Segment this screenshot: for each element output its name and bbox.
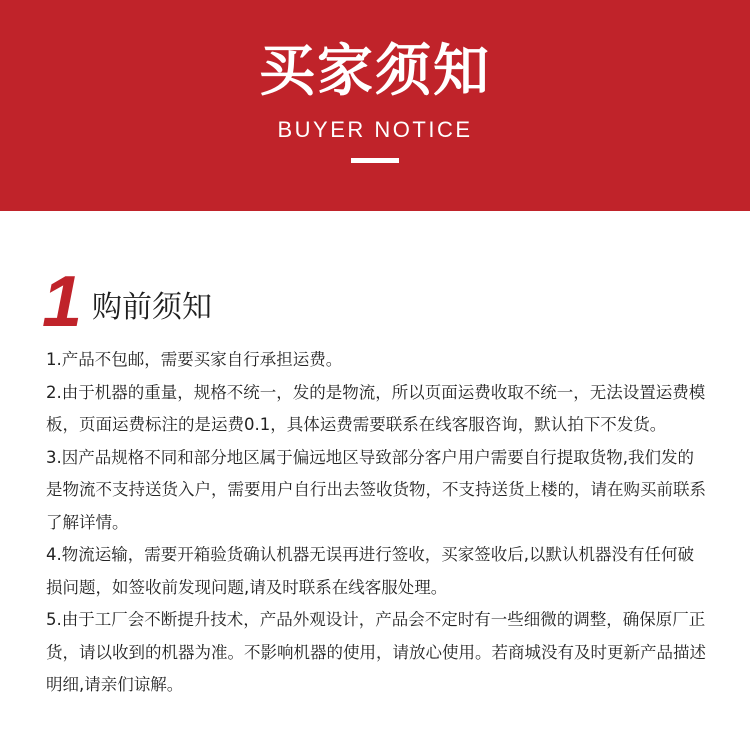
header-banner: [0, 0, 750, 211]
banner-title: 买家须知: [259, 39, 491, 104]
section-title: 购前须知: [92, 290, 212, 325]
notice-list: [46, 344, 706, 702]
notice-item-1: 1.产品不包邮，需要买家自行承担运费。: [46, 350, 343, 369]
notice-item-3: 3.因产品规格不同和部分地区属于偏远地区导致部分客户用户需要自行提取货物,我们发的是物流不支持送货入户，需要用户自行出去签收货物，不支持送货上楼的，请在购买前联系了解详情。: [46, 447, 706, 532]
section-number: 1: [42, 262, 83, 342]
notice-item-4: 4.物流运输，需要开箱验货确认机器无误再进行签收，买家签收后,以默认机器没有任何破损问题，如签收前发现问题,请及时联系在线客服处理。: [46, 545, 694, 597]
banner-divider: [351, 158, 399, 163]
notice-item-5: 5.由于工厂会不断提升技术，产品外观设计，产品会不定时有一些细微的调整，确保原厂正货，请以收到的机器为准。不影响机器的使用，请放心使用。若商城没有及时更新产品描述明细,请亲们谅解。: [46, 610, 706, 694]
notice-item-2: 2.由于机器的重量，规格不统一，发的是物流，所以页面运费收取不统一，无法设置运费模板，页面运费标注的是运费0.1，具体运费需要联系在线客服咨询，默认拍下不发货。: [46, 382, 706, 434]
banner-subtitle: BUYER NOTICE: [277, 117, 473, 142]
